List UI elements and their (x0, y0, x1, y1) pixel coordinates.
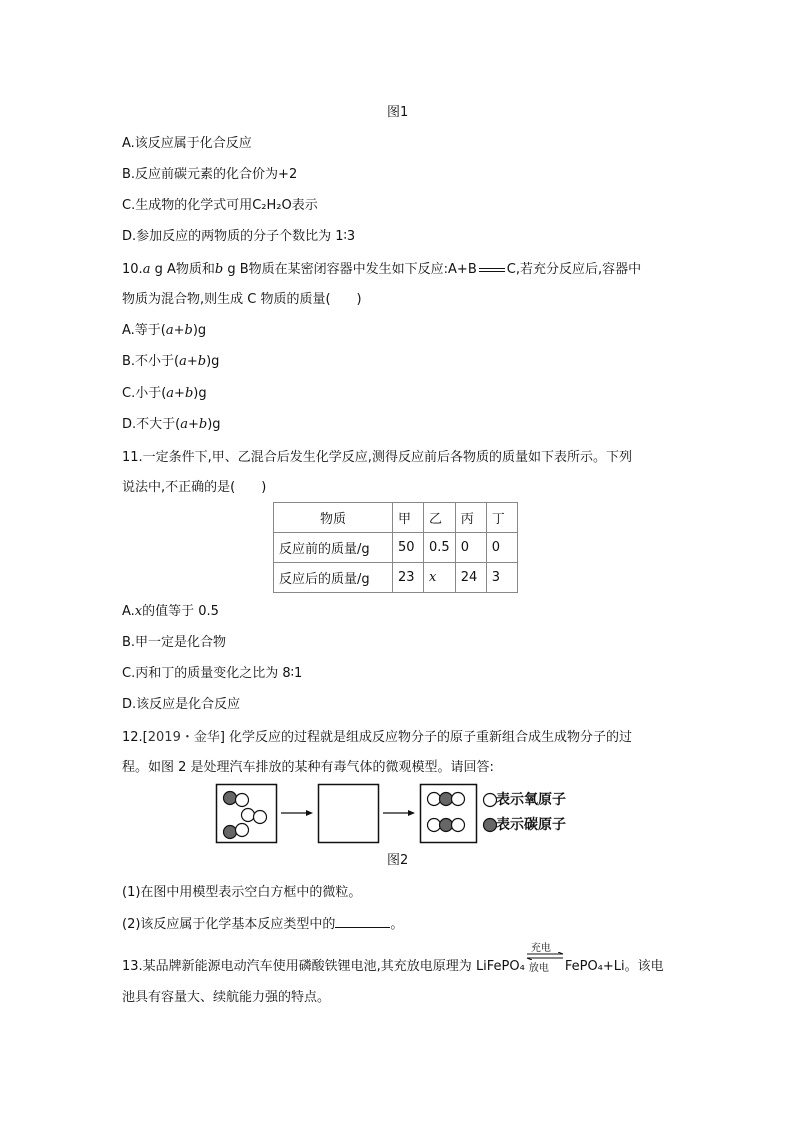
oxygen-atom (428, 819, 441, 832)
equals-sign (479, 268, 505, 272)
q10-option-d: D.不大于(a+b)g (122, 417, 221, 432)
q9-option-a: A.该反应属于化合反应 (122, 136, 252, 151)
q10-stem-line1: 10.a g A物质和b g B物质在某密闭容器中发生如下反应:A+B C,若充分反应后,容器中 (122, 262, 642, 277)
formula: C₂H₂O (252, 198, 292, 213)
q11-option-d: D.该反应是化合反应 (122, 697, 241, 712)
q11-option-c: C.丙和丁的质量变化之比为 8∶1 (122, 666, 303, 681)
oxygen-atom (254, 811, 267, 824)
oxygen-atom (236, 794, 249, 807)
q13-stem-line2: 池具有容量大、续航能力强的特点。 (122, 990, 331, 1005)
table-cell: 甲 (393, 503, 424, 533)
legend-oxygen-label: 表示氧原子 (496, 792, 566, 808)
table-cell: 23 (393, 563, 424, 593)
q12-stem-line2: 程。如图 2 是处理汽车排放的某种有毒气体的微观模型。请回答: (122, 760, 494, 775)
source-tag: 2019・金华 (147, 730, 220, 745)
answer-blank (335, 915, 390, 928)
q10-option-b: B.不小于(a+b)g (122, 354, 220, 369)
table-row (274, 533, 518, 563)
q10-option-c: C.小于(a+b)g (122, 386, 207, 401)
q12-sub-question-1: (1)在图中用模型表示空白方框中的微粒。 (122, 885, 362, 900)
q9-option-c: C.生成物的化学式可用C₂H₂O表示 (122, 198, 318, 213)
oxygen-atom (242, 809, 255, 822)
oxygen-atom (452, 819, 465, 832)
carbon-atom (224, 826, 237, 839)
figure-2-caption: 图2 (387, 853, 409, 868)
table-cell: 物质 (274, 503, 393, 533)
q11-option-b: B.甲一定是化合物 (122, 635, 227, 650)
table-cell: 反应前的质量/g (274, 533, 393, 563)
legend-carbon-icon (484, 819, 497, 832)
table-cell: 0 (486, 533, 517, 563)
q9-option-b: B.反应前碳元素的化合价为+2 (122, 167, 298, 182)
table-cell: 反应后的质量/g (274, 563, 393, 593)
q10-stem-line2: 物质为混合物,则生成 C 物质的质量( ) (122, 292, 362, 307)
table-cell: 0.5 (424, 533, 456, 563)
oxygen-atom (452, 793, 465, 806)
q10-option-a: A.等于(a+b)g (122, 323, 207, 338)
oxygen-atom (236, 824, 249, 837)
figure-1-caption: 图1 (387, 105, 409, 120)
q12-stem-line1: 12.[2019・金华] 化学反应的过程就是组成反应物分子的原子重新组合成生成物分子的过 (122, 730, 633, 745)
blank-box (319, 785, 379, 843)
legend-carbon-label: 表示碳原子 (496, 817, 566, 833)
table-cell: 50 (393, 533, 424, 563)
table-cell: 0 (455, 533, 486, 563)
carbon-atom (440, 793, 453, 806)
table-cell: 丙 (455, 503, 486, 533)
q11-option-a: A.x的值等于 0.5 (122, 604, 219, 619)
q11-stem-line1: 11.一定条件下,甲、乙混合后发生化学反应,测得反应前后各物质的质量如下表所示。下列 (122, 450, 632, 465)
q12-sub-question-2: (2)该反应属于化学基本反应类型中的 。 (122, 917, 404, 932)
q9-option-d: D.参加反应的两物质的分子个数比为 1∶3 (122, 229, 356, 244)
reversible-arrow: 充电 放电 (525, 958, 565, 970)
table-cell: 24 (455, 563, 486, 593)
table-header-row (274, 503, 518, 533)
legend-oxygen-icon (484, 794, 497, 807)
table-cell: 乙 (424, 503, 456, 533)
carbon-atom (224, 792, 237, 805)
table-cell: 丁 (486, 503, 517, 533)
table-cell: 3 (486, 563, 517, 593)
carbon-atom (440, 819, 453, 832)
table-cell: x (424, 563, 456, 593)
table-row (274, 563, 518, 593)
q13-stem-line1: 13.某品牌新能源电动汽车使用磷酸铁锂电池,其充放电原理为 LiFePO₄ 充电 放电 FePO₄+Li。该电 (122, 943, 664, 974)
oxygen-atom (428, 793, 441, 806)
q11-stem-line2: 说法中,不正确的是( ) (122, 480, 267, 495)
mass-table (273, 502, 518, 593)
